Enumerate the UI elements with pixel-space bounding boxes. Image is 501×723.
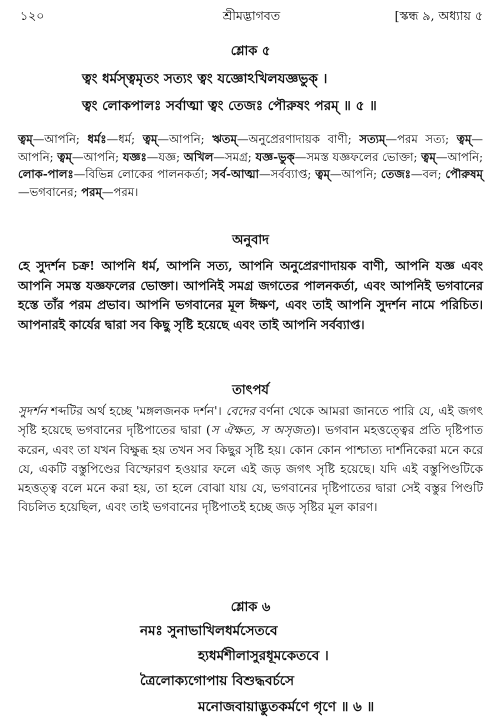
synonym-word: পৌরুষম্ — [445, 167, 483, 181]
purport-text — [18, 402, 483, 518]
book-title: শ্রীমদ্ভাগবত — [222, 8, 281, 23]
synonym-meaning: —অনুপ্রেরণাদায়ক বাণী; — [236, 132, 360, 146]
synonym-word: ত্বম্ — [57, 149, 72, 164]
verse-6-line-4: মনোজবায়াদ্ভুতকর্মণে গৃণে ॥ ৬ ॥ — [198, 699, 375, 715]
synonym-word: সত্যম্ — [359, 132, 386, 146]
synonym-meaning: —সমগ্র; — [213, 149, 256, 164]
synonyms-paragraph — [18, 131, 483, 201]
synonym-meaning: —সর্বব্যাপ্ত; — [259, 167, 316, 181]
synonym-meaning: —আপনি; — [435, 149, 483, 164]
verse-5-line-2: ত্বং লোকপালঃ সর্বাত্মা ত্বং তেজঃ পৌরুষং পরম্ ॥ ৫ ॥ — [82, 98, 377, 114]
synonym-word: যজ্ঞ-ভুক্ — [255, 149, 295, 164]
synonym-word: অখিল — [183, 149, 214, 164]
verse-6-line-2: হ্যধর্মশীলাসুরধূমকেতবে । — [198, 648, 329, 664]
synonym-word: সর্ব-আত্মা — [212, 167, 259, 181]
synonym-meaning: —বল; — [410, 167, 446, 181]
purport-segment: )। ভগবান মহত্তত্ত্বের প্রতি দৃষ্টিপাত করেন, এবং তা যখন বিক্ষুব্ধ হয় তখন সব কিছুর সৃষ্টি হয়। কোন কোন পাশ্চাত্য দার্শনিকেরা মনে করে যে, একটি বস্তুপিণ্ডের বিস্ফোরণ হওয়ার ফলে এই জড় জগৎ সৃষ্টি হয়েছে। যদি এই বস্তুপিণ্ডটিকে মহত্তত্ত্ব বলে মনে করা হয়, তা হলে বোঝা যায় যে, ভগবানের দৃষ্টিপাতের দ্বারা সেই বস্তুর পিণ্ডটি বিচলিত হয়েছিল, এবং তাই ভগবানের দৃষ্টিপাতই হচ্ছে জড় সৃষ্টির মূল কারণ। — [18, 423, 484, 515]
synonym-meaning: —ভগবানের; — [18, 184, 82, 199]
synonym-word: ত্বম্ — [421, 149, 436, 164]
synonym-meaning: —আপনি; — [329, 167, 381, 181]
synonym-word: যজ্ঞঃ — [122, 149, 147, 164]
purport-heading: তাৎপর্য — [232, 383, 269, 398]
purport-segment: বর্ণনা থেকে আমরা জানতে পারি যে, এই জগৎ সৃষ্টি হয়েছে ভগবানের দৃষ্টিপাতের দ্বারা ( — [18, 404, 483, 438]
purport-term: সুদর্শন — [18, 404, 47, 418]
verse-5-heading: শ্লোক ৫ — [230, 44, 271, 59]
purport-term: বেদের — [225, 404, 256, 418]
synonym-meaning: —আপনি; — [71, 149, 123, 164]
synonym-meaning: —আপনি; — [157, 132, 213, 146]
synonym-meaning: —পরম সত্য; — [385, 132, 457, 146]
synonym-meaning: —যজ্ঞ; — [146, 149, 184, 164]
synonym-meaning: —আপনি; — [18, 132, 484, 164]
purport-quote: স ঐক্ষত, স অসৃজত — [210, 423, 312, 438]
synonym-word: ত্বম্ — [18, 132, 33, 146]
verse-6-line-3: ত্রৈলোক্যগোপায় বিশুদ্ধবর্চসে — [140, 673, 295, 689]
verse-6-line-1: নমঃ সুনাভাখিলধর্মসেতবে — [140, 623, 278, 639]
synonym-word: ত্বম্ — [315, 167, 330, 181]
synonym-word: ত্বম্ — [142, 132, 158, 146]
synonym-meaning: —ধর্ম; — [106, 132, 143, 146]
synonym-word: ত্বম্ — [456, 132, 472, 146]
synonym-word: ধর্মঃ — [87, 132, 107, 146]
page-header — [20, 8, 483, 28]
synonym-meaning: —বিভিন্ন লোকের পালনকর্তা; — [73, 167, 213, 181]
synonym-word: ঋতম্ — [212, 132, 237, 146]
synonym-meaning: —সমস্ত যজ্ঞফলের ভোক্তা; — [294, 149, 422, 164]
synonym-word: পরম্ — [81, 184, 102, 199]
verse-5-line-1: ত্বং ধর্মস্ত্বমৃতং সত্যং ত্বং যজ্ঞোঽখিলযজ্ঞভুক্ । — [82, 71, 328, 87]
page-number: ১২০ — [20, 8, 45, 23]
section-reference: [স্কন্ধ ৯, অধ্যায় ৫ — [394, 8, 483, 23]
translation-text: হে সুদর্শন চক্র! আপনি ধর্ম, আপনি সত্য, আপনি অনুপ্রেরণাদায়ক বাণী, আপনি যজ্ঞ এবং আপনি সমস্ত যজ্ঞফলের ভোক্তা। আপনিই সমগ্র জগতের পালনকর্তা, এবং আপনিই ভগবানের হস্তে তাঁর পরম প্রভাব। আপনি ভগবানের মূল ঈক্ষণ, এবং তাই আপনি সুদর্শন নামে পরিচিত। আপনারই কার্যের দ্বারা সব কিছু সৃষ্টি হয়েছে এবং তাই আপনি সর্বব্যাপ্ত। — [18, 258, 483, 332]
purport-segment: শব্দটির অর্থ হচ্ছে 'মঙ্গলজনক দর্শন'। — [46, 404, 226, 418]
synonym-meaning: —পরম। — [101, 184, 139, 199]
synonym-meaning: —আপনি; — [32, 132, 88, 146]
verse-6-heading: শ্লোক ৬ — [230, 600, 271, 615]
translation-heading: অনুবাদ — [232, 233, 269, 248]
synonym-word: তেজঃ — [380, 167, 411, 181]
synonym-word: লোক-পালঃ — [18, 167, 74, 181]
